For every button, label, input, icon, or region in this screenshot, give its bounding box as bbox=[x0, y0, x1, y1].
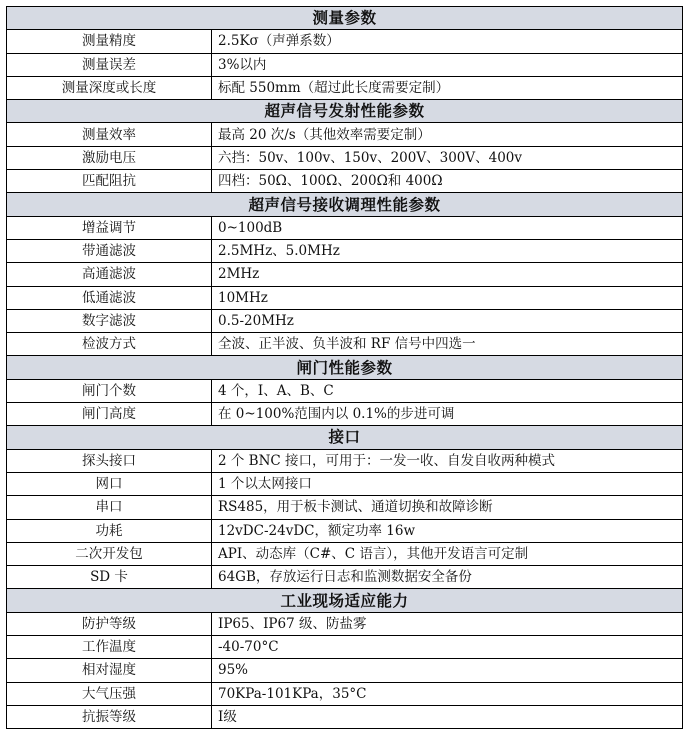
section-title: 接口 bbox=[7, 426, 683, 449]
param-value: 0~100dB bbox=[212, 216, 683, 239]
param-label: 工作温度 bbox=[7, 636, 212, 659]
param-label: 激励电压 bbox=[7, 146, 212, 169]
table-row bbox=[7, 123, 683, 146]
param-value: 在 0~100%范围内以 0.1%的步进可调 bbox=[212, 403, 683, 426]
param-label: 相对湿度 bbox=[7, 659, 212, 682]
table-row bbox=[7, 519, 683, 542]
section-title: 闸门性能参数 bbox=[7, 356, 683, 379]
table-row bbox=[7, 379, 683, 402]
table-row bbox=[7, 705, 683, 728]
table-row bbox=[7, 146, 683, 169]
param-value: I级 bbox=[212, 705, 683, 728]
section-title: 测量参数 bbox=[7, 7, 683, 30]
param-value: 1 个以太网接口 bbox=[212, 472, 683, 495]
section-title: 超声信号接收调理性能参数 bbox=[7, 193, 683, 216]
param-label: 串口 bbox=[7, 496, 212, 519]
table-row bbox=[7, 636, 683, 659]
param-label: SD 卡 bbox=[7, 566, 212, 589]
param-label: 带通滤波 bbox=[7, 239, 212, 262]
table-row bbox=[7, 542, 683, 565]
param-label: 低通滤波 bbox=[7, 286, 212, 309]
section-header-row bbox=[7, 589, 683, 612]
param-value: API、动态库（C#、C 语言），其他开发语言可定制 bbox=[212, 542, 683, 565]
param-value: RS485，用于板卡测试、通道切换和故障诊断 bbox=[212, 496, 683, 519]
param-label: 匹配阻抗 bbox=[7, 170, 212, 193]
param-value: 标配 550mm（超过此长度需要定制） bbox=[212, 76, 683, 99]
table-row bbox=[7, 216, 683, 239]
table-row bbox=[7, 612, 683, 635]
param-value: 2 个 BNC 接口，可用于：一发一收、自发自收两种模式 bbox=[212, 449, 683, 472]
section-header-row bbox=[7, 100, 683, 123]
param-label: 防护等级 bbox=[7, 612, 212, 635]
param-label: 抗振等级 bbox=[7, 705, 212, 728]
section-title: 超声信号发射性能参数 bbox=[7, 100, 683, 123]
param-label: 测量误差 bbox=[7, 53, 212, 76]
param-value: 2MHz bbox=[212, 263, 683, 286]
table-row bbox=[7, 566, 683, 589]
param-label: 二次开发包 bbox=[7, 542, 212, 565]
param-label: 数字滤波 bbox=[7, 309, 212, 332]
param-label: 测量效率 bbox=[7, 123, 212, 146]
section-header-row bbox=[7, 356, 683, 379]
param-label: 检波方式 bbox=[7, 333, 212, 356]
param-value: 全波、正半波、负半波和 RF 信号中四选一 bbox=[212, 333, 683, 356]
param-label: 增益调节 bbox=[7, 216, 212, 239]
table-row bbox=[7, 449, 683, 472]
table-row bbox=[7, 333, 683, 356]
param-value: 最高 20 次/s（其他效率需要定制） bbox=[212, 123, 683, 146]
param-label: 网口 bbox=[7, 472, 212, 495]
param-label: 探头接口 bbox=[7, 449, 212, 472]
table-row bbox=[7, 496, 683, 519]
param-value: 3%以内 bbox=[212, 53, 683, 76]
param-value: 12vDC-24vDC，额定功率 16w bbox=[212, 519, 683, 542]
section-title: 工业现场适应能力 bbox=[7, 589, 683, 612]
param-label: 测量深度或长度 bbox=[7, 76, 212, 99]
param-label: 功耗 bbox=[7, 519, 212, 542]
param-label: 高通滤波 bbox=[7, 263, 212, 286]
section-header-row bbox=[7, 193, 683, 216]
param-value: 0.5-20MHz bbox=[212, 309, 683, 332]
param-value: 四档：50Ω、100Ω、200Ω和 400Ω bbox=[212, 170, 683, 193]
table-row bbox=[7, 170, 683, 193]
table-row bbox=[7, 286, 683, 309]
param-value: 2.5Kσ（声弹系数） bbox=[212, 30, 683, 53]
table-row bbox=[7, 682, 683, 705]
spec-table-body bbox=[7, 7, 683, 729]
table-row bbox=[7, 472, 683, 495]
table-row bbox=[7, 263, 683, 286]
param-label: 闸门高度 bbox=[7, 403, 212, 426]
param-value: 95% bbox=[212, 659, 683, 682]
section-header-row bbox=[7, 426, 683, 449]
table-row bbox=[7, 30, 683, 53]
param-value: -40-70°C bbox=[212, 636, 683, 659]
section-header-row bbox=[7, 7, 683, 30]
param-value: 2.5MHz、5.0MHz bbox=[212, 239, 683, 262]
param-label: 大气压强 bbox=[7, 682, 212, 705]
spec-table-wrapper bbox=[6, 6, 682, 729]
spec-table bbox=[6, 6, 683, 729]
table-row bbox=[7, 76, 683, 99]
table-row bbox=[7, 403, 683, 426]
table-row bbox=[7, 53, 683, 76]
param-value: 10MHz bbox=[212, 286, 683, 309]
table-row bbox=[7, 659, 683, 682]
param-value: 4 个，I、A、B、C bbox=[212, 379, 683, 402]
param-value: 70KPa-101KPa，35°C bbox=[212, 682, 683, 705]
param-value: 64GB，存放运行日志和监测数据安全备份 bbox=[212, 566, 683, 589]
table-row bbox=[7, 239, 683, 262]
table-row bbox=[7, 309, 683, 332]
param-value: IP65、IP67 级、防盐雾 bbox=[212, 612, 683, 635]
param-label: 测量精度 bbox=[7, 30, 212, 53]
param-value: 六挡：50v、100v、150v、200V、300V、400v bbox=[212, 146, 683, 169]
param-label: 闸门个数 bbox=[7, 379, 212, 402]
